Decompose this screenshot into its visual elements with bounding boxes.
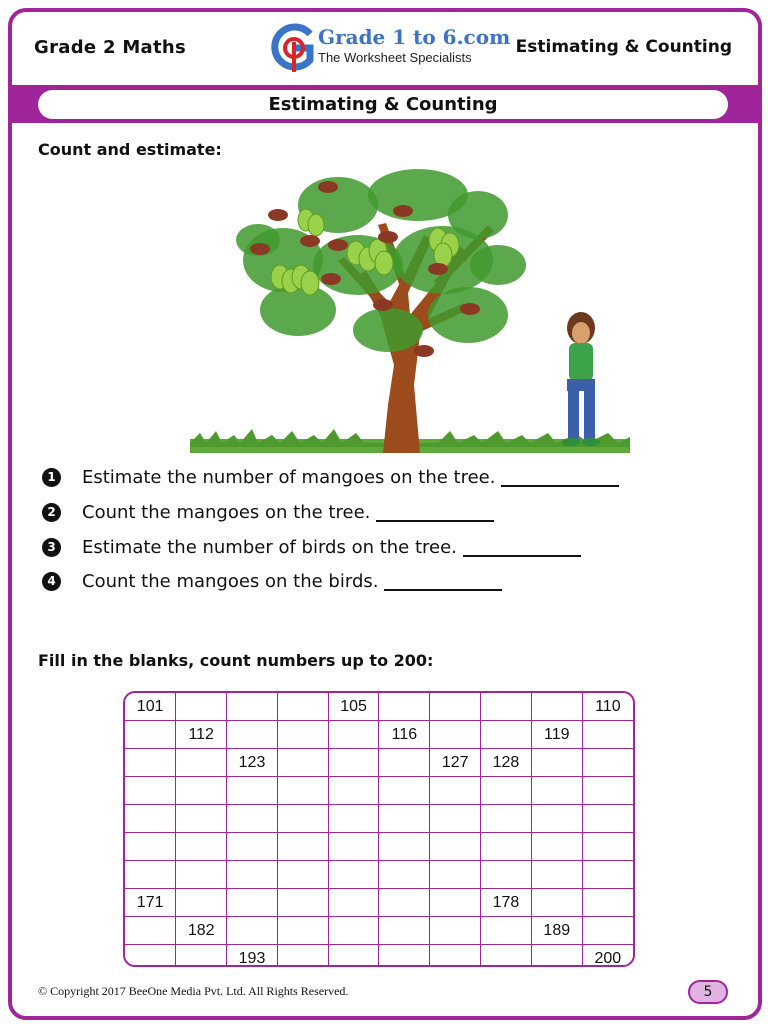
grid-cell[interactable] (328, 889, 379, 917)
answer-blank[interactable] (384, 573, 502, 591)
grid-cell[interactable] (227, 805, 278, 833)
grid-cell[interactable] (227, 861, 278, 889)
grid-cell[interactable] (531, 945, 582, 968)
grid-cell[interactable] (227, 917, 278, 945)
tree-scene-illustration (188, 165, 633, 457)
grid-cell[interactable] (176, 889, 227, 917)
grid-cell[interactable] (582, 777, 633, 805)
grid-cell[interactable] (328, 945, 379, 968)
grid-cell[interactable] (531, 693, 582, 721)
site-logo[interactable] (270, 22, 510, 74)
grid-cell[interactable] (176, 693, 227, 721)
grid-cell[interactable] (379, 777, 430, 805)
grid-cell[interactable] (125, 777, 176, 805)
grid-cell: 200 (582, 945, 633, 968)
grid-cell[interactable] (227, 889, 278, 917)
answer-blank[interactable] (501, 469, 619, 487)
grid-cell[interactable] (531, 777, 582, 805)
grade-label: Grade 2 Maths (34, 37, 187, 58)
grid-cell[interactable] (277, 805, 328, 833)
grid-row (125, 693, 633, 721)
grid-cell[interactable] (481, 917, 532, 945)
grid-cell[interactable] (481, 721, 532, 749)
grid-cell[interactable] (582, 833, 633, 861)
question-3 (42, 537, 581, 558)
question-2 (42, 502, 494, 523)
question-1 (42, 467, 619, 488)
grid-row (125, 833, 633, 861)
question-number: 4 (42, 572, 61, 591)
section-count-label: Count and estimate: (38, 140, 222, 159)
grid-cell: 112 (176, 721, 227, 749)
grid-cell[interactable] (379, 861, 430, 889)
grid-cell[interactable] (379, 889, 430, 917)
grid-row (125, 749, 633, 777)
logo-mark-icon (270, 22, 320, 72)
grid-cell: 182 (176, 917, 227, 945)
grid-cell[interactable] (582, 805, 633, 833)
grid-cell[interactable] (277, 917, 328, 945)
grid-cell[interactable] (582, 889, 633, 917)
grid-cell[interactable] (531, 805, 582, 833)
grid-cell[interactable] (125, 749, 176, 777)
girl-figure (562, 312, 600, 446)
grid-cell[interactable] (531, 749, 582, 777)
grid-cell: 119 (531, 721, 582, 749)
grid-cell[interactable] (277, 833, 328, 861)
grid-cell[interactable] (328, 805, 379, 833)
grid-row (125, 917, 633, 945)
grid-cell[interactable] (328, 777, 379, 805)
grid-cell[interactable] (430, 805, 481, 833)
grid-cell[interactable] (125, 917, 176, 945)
grid-cell[interactable] (176, 945, 227, 968)
grid-cell[interactable] (582, 721, 633, 749)
grid-cell[interactable] (582, 861, 633, 889)
logo-subtitle: The Worksheet Specialists (318, 50, 472, 65)
logo-title: Grade 1 to 6.com (318, 25, 511, 49)
page-number: 5 (688, 980, 728, 1004)
grid-cell[interactable] (430, 889, 481, 917)
grid-cell[interactable] (379, 805, 430, 833)
grid-cell[interactable] (481, 861, 532, 889)
grid-cell[interactable] (176, 861, 227, 889)
grid-cell[interactable] (125, 945, 176, 968)
answer-blank[interactable] (376, 504, 494, 522)
grid-cell[interactable] (430, 917, 481, 945)
grid-cell: 127 (430, 749, 481, 777)
question-number: 2 (42, 503, 61, 522)
grid-cell: 110 (582, 693, 633, 721)
grid-cell: 189 (531, 917, 582, 945)
grid-cell[interactable] (481, 777, 532, 805)
grid-row (125, 889, 633, 917)
grid-row (125, 945, 633, 968)
grid-cell[interactable] (582, 749, 633, 777)
question-number: 3 (42, 538, 61, 557)
grid-cell: 123 (227, 749, 278, 777)
grid-cell[interactable] (531, 861, 582, 889)
grid-cell[interactable] (125, 861, 176, 889)
grid-cell[interactable] (277, 889, 328, 917)
grid-cell[interactable] (379, 693, 430, 721)
grid-cell: 116 (379, 721, 430, 749)
question-number: 1 (42, 468, 61, 487)
question-text: Count the mangoes on the tree. (82, 502, 371, 523)
grid-row (125, 861, 633, 889)
section-fill-label: Fill in the blanks, count numbers up to 200: (38, 651, 434, 670)
grid-cell[interactable] (125, 805, 176, 833)
question-text: Count the mangoes on the birds. (82, 571, 379, 592)
grid-cell[interactable] (277, 777, 328, 805)
grid-cell[interactable] (328, 833, 379, 861)
grid-cell[interactable] (531, 833, 582, 861)
grid-cell[interactable] (277, 945, 328, 968)
grid-cell[interactable] (125, 721, 176, 749)
number-grid-table (125, 693, 633, 967)
answer-blank[interactable] (463, 539, 581, 557)
grid-cell[interactable] (430, 833, 481, 861)
number-grid (123, 691, 635, 967)
grid-cell[interactable] (379, 917, 430, 945)
grid-cell[interactable] (531, 889, 582, 917)
grid-row (125, 721, 633, 749)
grid-cell[interactable] (227, 833, 278, 861)
grid-row (125, 777, 633, 805)
grid-cell[interactable] (176, 749, 227, 777)
question-text: Estimate the number of mangoes on the tree. (82, 467, 496, 488)
grid-cell[interactable] (328, 861, 379, 889)
grid-cell[interactable] (582, 917, 633, 945)
grid-cell[interactable] (227, 721, 278, 749)
grid-cell[interactable] (379, 749, 430, 777)
grid-cell[interactable] (277, 721, 328, 749)
grid-cell[interactable] (481, 805, 532, 833)
grid-cell[interactable] (227, 777, 278, 805)
grid-cell[interactable] (379, 833, 430, 861)
grid-cell[interactable] (481, 693, 532, 721)
grid-cell[interactable] (277, 749, 328, 777)
grid-cell[interactable] (277, 861, 328, 889)
grid-cell[interactable] (481, 945, 532, 968)
grid-cell[interactable] (430, 777, 481, 805)
grid-cell: 101 (125, 693, 176, 721)
grid-cell: 178 (481, 889, 532, 917)
question-4 (42, 571, 502, 592)
grid-cell[interactable] (430, 721, 481, 749)
grid-cell[interactable] (430, 861, 481, 889)
grid-cell[interactable] (227, 693, 278, 721)
grid-cell[interactable] (125, 833, 176, 861)
grid-cell: 193 (227, 945, 278, 968)
grid-cell[interactable] (379, 945, 430, 968)
grid-cell[interactable] (176, 777, 227, 805)
grid-cell[interactable] (277, 693, 328, 721)
question-text: Estimate the number of birds on the tree. (82, 537, 457, 558)
grid-cell[interactable] (481, 833, 532, 861)
grid-cell: 105 (328, 693, 379, 721)
page-title: Estimating & Counting (38, 90, 728, 119)
grid-cell: 128 (481, 749, 532, 777)
grid-cell[interactable] (176, 805, 227, 833)
grid-cell[interactable] (430, 945, 481, 968)
topic-label: Estimating & Counting (515, 37, 732, 57)
copyright-text: © Copyright 2017 BeeOne Media Pvt. Ltd. All Rights Reserved. (38, 984, 349, 998)
grid-cell[interactable] (328, 721, 379, 749)
grid-cell[interactable] (328, 917, 379, 945)
grid-cell: 171 (125, 889, 176, 917)
grid-row (125, 805, 633, 833)
grid-cell[interactable] (328, 749, 379, 777)
grid-cell[interactable] (430, 693, 481, 721)
grid-cell[interactable] (176, 833, 227, 861)
